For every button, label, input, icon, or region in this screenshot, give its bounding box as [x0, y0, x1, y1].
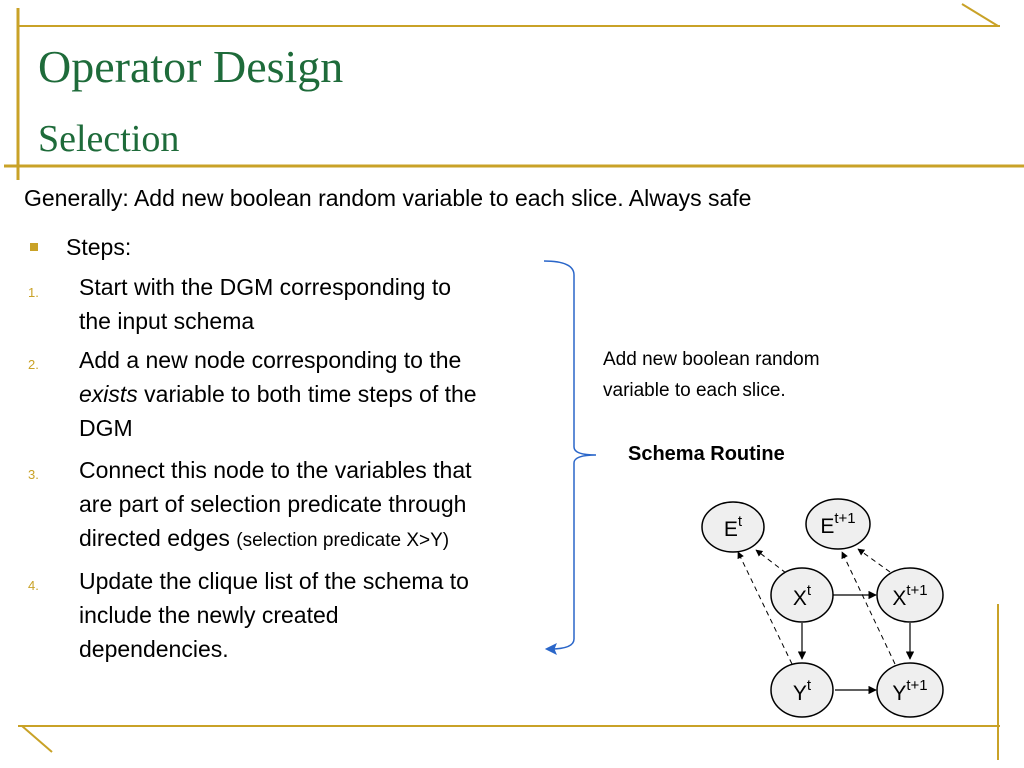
step-line: Add a new node corresponding to the [79, 347, 462, 373]
exists-emphasis: exists [79, 381, 138, 407]
brace-arrowhead [546, 644, 556, 654]
square-bullet-icon [30, 243, 38, 251]
page-subtitle: Selection [38, 118, 180, 160]
page-title: Operator Design [38, 41, 344, 92]
step-number: 2. [28, 357, 39, 372]
node-y-t1 [877, 663, 943, 717]
svg-text:Et+1: $E^{t+1}$ [820, 510, 856, 538]
svg-text:Xt: $X^t$ [792, 582, 812, 610]
node-e-t [702, 502, 764, 552]
side-note [603, 344, 923, 406]
step-line: dependencies. [79, 636, 229, 662]
node-x-t [771, 568, 833, 622]
step-line: include the newly created [79, 602, 339, 628]
steps-label: Steps: [66, 234, 132, 260]
step-line: Update the clique list of the schema to [79, 568, 469, 594]
node-y-t [771, 663, 833, 717]
step-line-main: directed edges [79, 525, 237, 551]
side-note-line: Add new boolean random [603, 349, 820, 370]
frame-top-right-diagonal [962, 4, 998, 26]
svg-text:Yt: $Y^t$ [792, 677, 812, 705]
step-item-1 [79, 270, 579, 338]
node-x-t1 [877, 568, 943, 622]
svg-text:Yt+1: $Y^{t+1}$ [892, 677, 928, 705]
step-item-4 [79, 564, 579, 666]
step-line: Connect this node to the variables that [79, 457, 472, 483]
step-number: 4. [28, 578, 39, 593]
frame-bottom-left-diagonal [22, 726, 52, 752]
step-line: are part of selection predicate through [79, 491, 467, 517]
step-line-rest: variable to both time steps of the [137, 381, 477, 407]
step-line [79, 521, 579, 558]
node-e-t1 [806, 499, 870, 549]
step-item-2 [79, 343, 579, 445]
step-line: the input schema [79, 308, 255, 334]
side-note-line: variable to each slice. [603, 380, 786, 401]
step-item-3 [79, 453, 579, 558]
brace-path [544, 261, 596, 649]
svg-text:Et: $E^t$ [723, 513, 743, 541]
step-line: DGM [79, 415, 133, 441]
brace-icon [530, 255, 610, 665]
step-line: Start with the DGM corresponding to [79, 274, 451, 300]
schema-routine-label: Schema Routine [628, 443, 785, 465]
step-line [79, 377, 579, 411]
step-number: 3. [28, 467, 39, 482]
intro-text: Generally: Add new boolean random variable to each slice. Always safe [24, 185, 752, 211]
edge-xt-et [756, 550, 786, 573]
dgm-diagram [690, 490, 960, 730]
svg-text:Xt+1: $X^{t+1}$ [892, 582, 928, 610]
step-number: 1. [28, 285, 39, 300]
edge-xt1-et1 [858, 549, 890, 572]
predicate-note: (selection predicate X>Y) [236, 530, 450, 551]
